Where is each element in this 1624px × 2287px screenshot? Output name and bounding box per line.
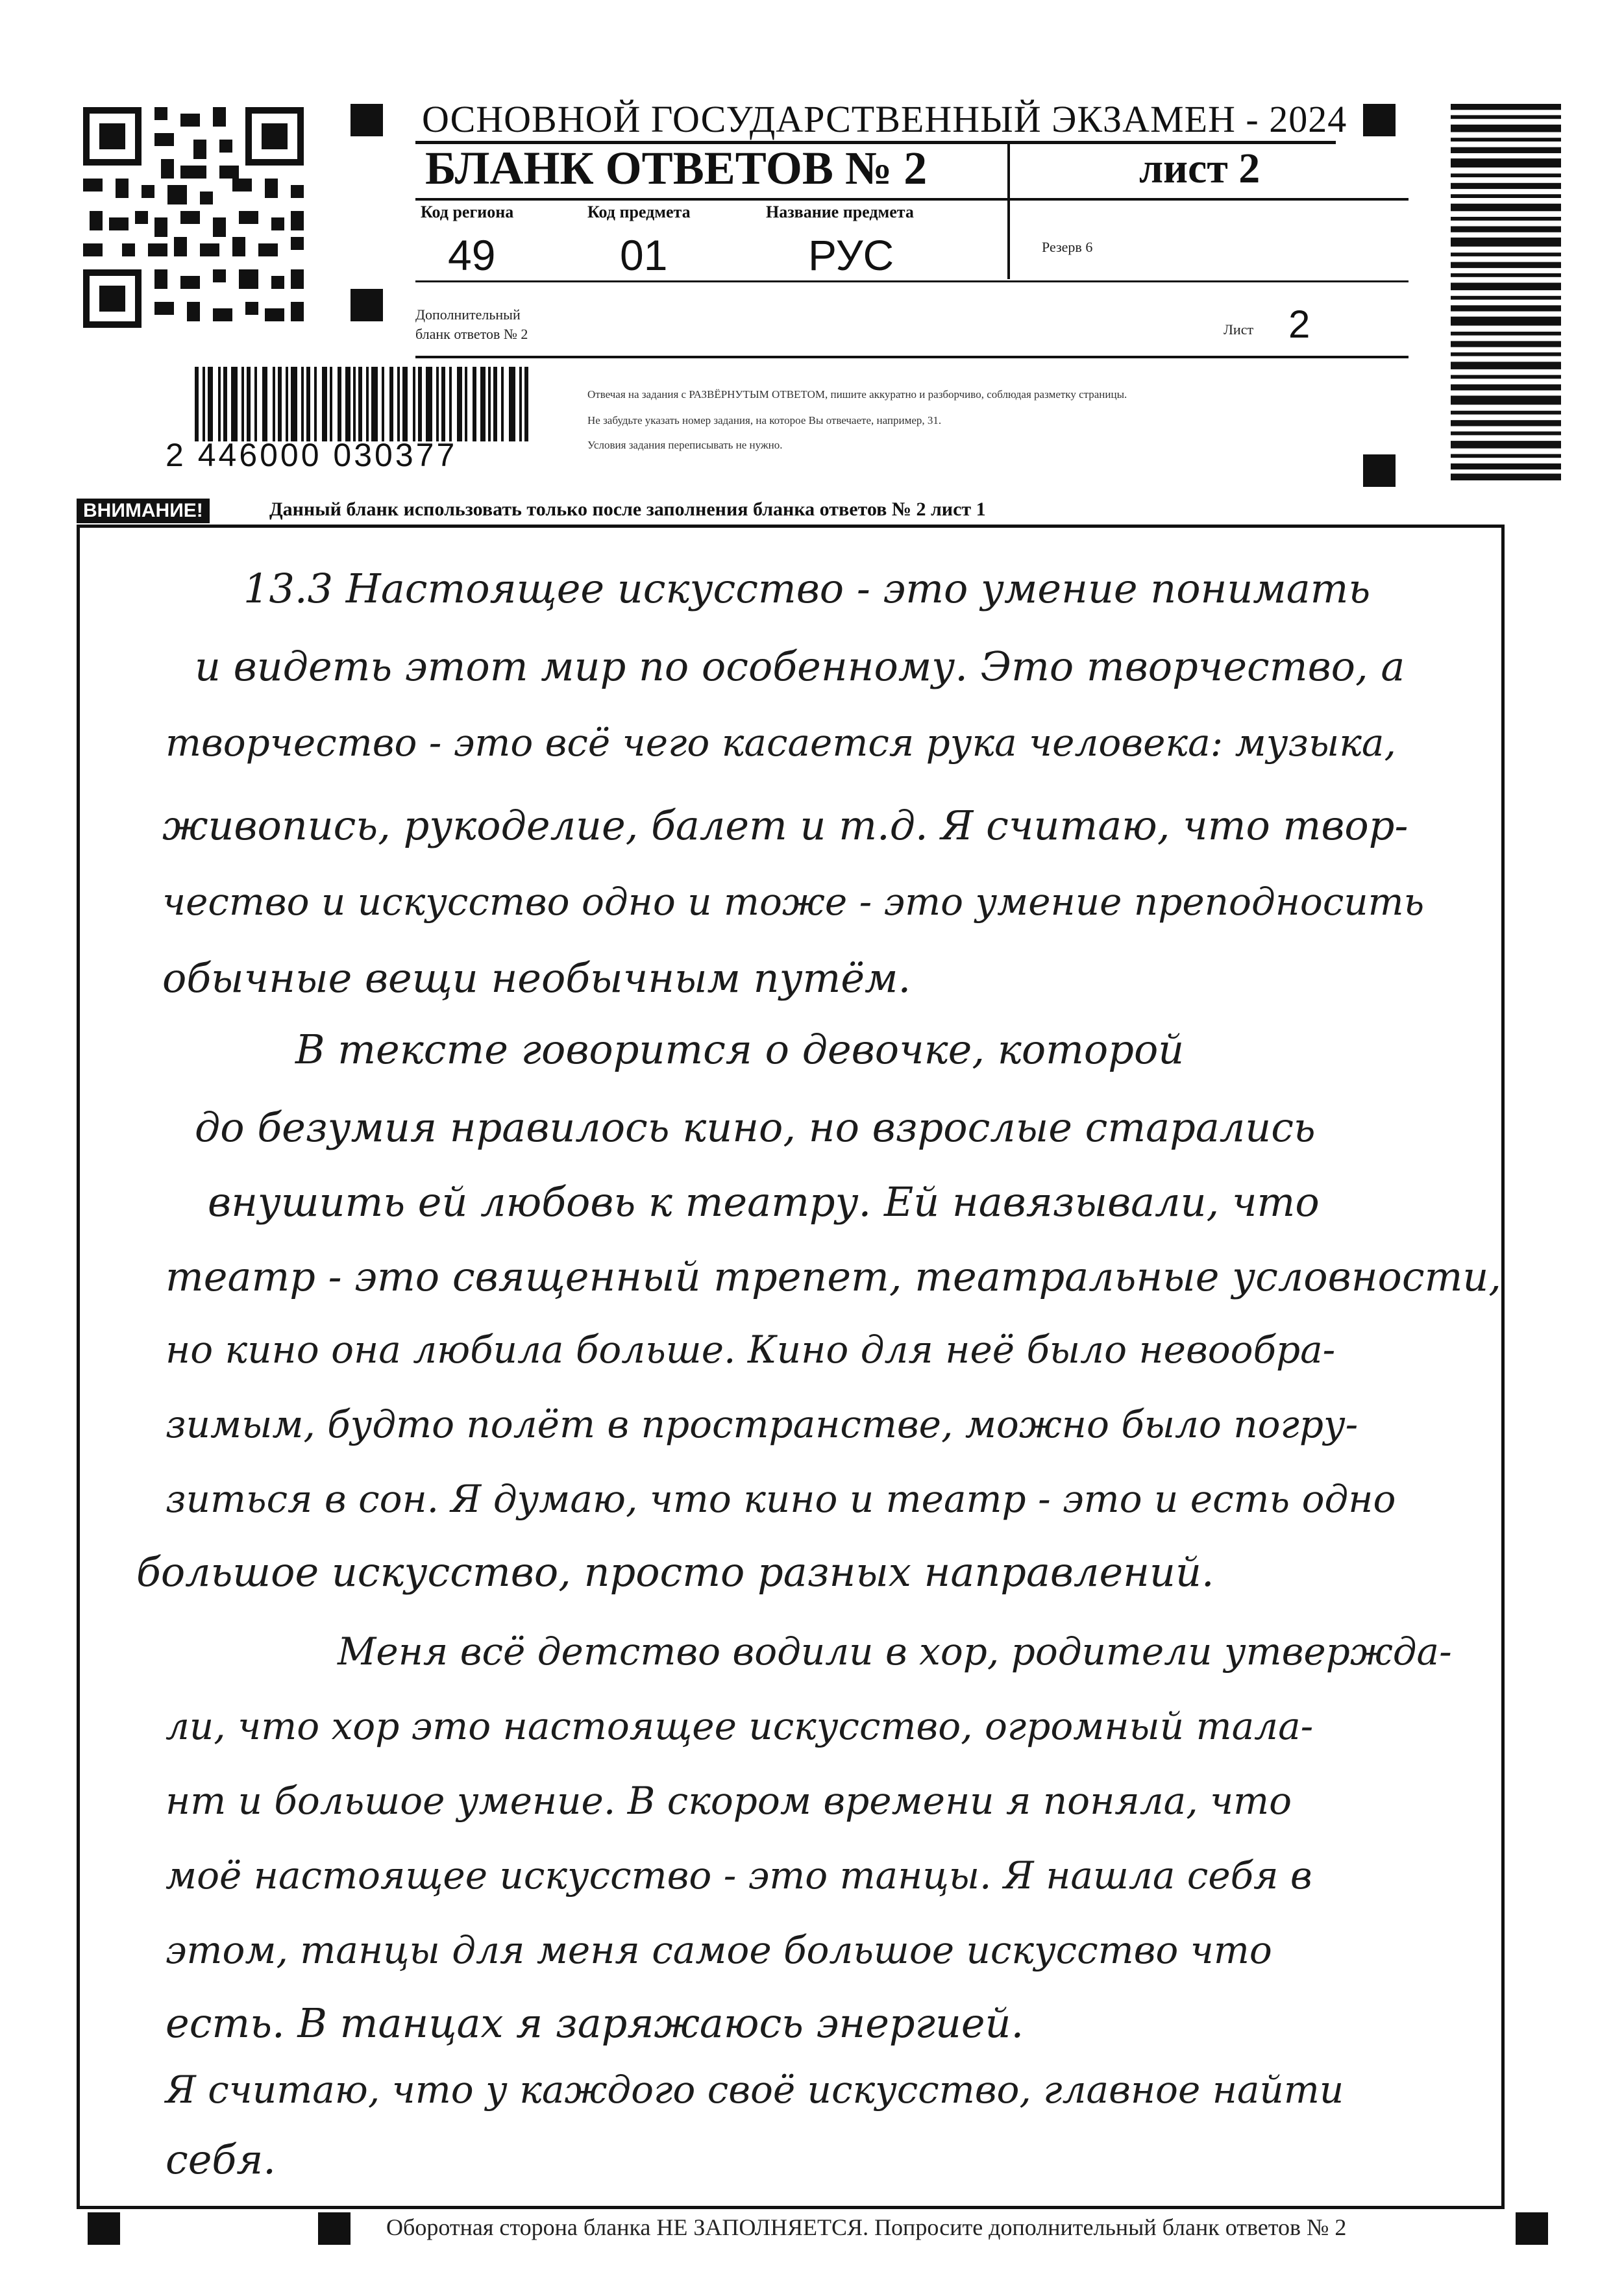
answer-line: чество и искусство одно и тоже - это умение преподносить — [162, 880, 1425, 924]
answer-line: есть. В танцах я заряжаюсь энергией. — [166, 1999, 1024, 2047]
header-horizontal-divider — [415, 198, 1409, 201]
alignment-marker-bottom-mid — [318, 2212, 351, 2245]
answer-line: В тексте говорится о девочке, которой — [295, 1026, 1185, 1073]
additional-blank-label-line2: бланк ответов № 2 — [415, 326, 528, 342]
side-barcode — [1451, 104, 1561, 480]
subject-code-label: Код предмета — [587, 203, 691, 221]
answer-line: зимым, будто полёт в пространстве, можно было погру- — [166, 1402, 1359, 1446]
attention-badge: ВНИМАНИЕ! — [77, 499, 210, 523]
fields-divider — [415, 280, 1409, 282]
subject-code-value: 01 — [620, 231, 668, 279]
alignment-marker-top-left — [351, 104, 383, 136]
region-code-value: 49 — [448, 231, 496, 279]
answer-line: большое искусство, просто разных направлений. — [136, 1548, 1214, 1596]
answer-line: живопись, рукоделие, балет и т.д. Я считаю, что твор- — [162, 802, 1409, 849]
sheet-number-value: 2 — [1288, 303, 1310, 346]
answer-line: моё настоящее искусство - это танцы. Я нашла себя в — [166, 1853, 1312, 1898]
answer-line: но кино она любила больше. Кино для неё было невообра- — [166, 1328, 1336, 1372]
answer-line: зиться в сон. Я думаю, что кино и театр - это и есть одно — [166, 1477, 1396, 1521]
additional-blank-label-line1: Дополнительный — [415, 306, 521, 323]
alignment-marker-bottom-right — [1516, 2212, 1548, 2245]
alignment-marker-mid-left — [351, 289, 383, 321]
sheet-title: лист 2 — [1139, 145, 1261, 192]
answer-line: Я считаю, что у каждого своё искусство, главное найти — [166, 2068, 1344, 2112]
qr-code — [77, 101, 310, 334]
reserve-label: Резерв 6 — [1042, 239, 1093, 255]
answer-line: себя. — [166, 2136, 277, 2183]
answer-line: ли, что хор это настоящее искусство, огромный тала- — [166, 1704, 1314, 1748]
alignment-marker-bottom-left — [88, 2212, 120, 2245]
answer-line: этом, танцы для меня самое большое искусство что — [166, 1928, 1272, 1972]
answer-line: театр - это священный трепет, театральные условности, — [166, 1253, 1502, 1300]
answer-line: и видеть этот мир по особенному. Это творчество, а — [195, 643, 1405, 690]
blank-title: БЛАНК ОТВЕТОВ № 2 — [425, 142, 928, 194]
alignment-marker-mid-right — [1363, 454, 1396, 487]
instruction-line-2: Не забудьте указать номер задания, на которое Вы отвечаете, например, 31. — [587, 414, 942, 426]
answer-line: 13.3 Настоящее искусство - это умение понимать — [243, 565, 1371, 612]
sheet-number-underline — [415, 356, 1409, 358]
barcode-number: 2 446000 030377 — [166, 437, 458, 473]
answer-line: Меня всё детство водили в хор, родители утвержда- — [338, 1629, 1452, 1674]
exam-title: ОСНОВНОЙ ГОСУДАРСТВЕННЫЙ ЭКЗАМЕН - 2024 — [422, 98, 1347, 140]
answer-line: нт и большое умение. В скором времени я поняла, что — [166, 1779, 1292, 1823]
attention-text: Данный бланк использовать только после заполнения бланка ответов № 2 лист 1 — [269, 499, 986, 520]
footer-note: Оборотная сторона бланка НЕ ЗАПОЛНЯЕТСЯ. Попросите дополнительный бланк ответов № 2 — [386, 2214, 1347, 2240]
answer-line: обычные вещи необычным путём. — [162, 954, 911, 1002]
region-code-label: Код региона — [421, 203, 514, 221]
subject-name-label: Название предмета — [766, 203, 914, 221]
instruction-line-3: Условия задания переписывать не нужно. — [587, 439, 783, 451]
barcode — [195, 367, 532, 441]
answer-line: творчество - это всё чего касается рука человека: музыка, — [166, 721, 1396, 765]
sheet-number-label: Лист — [1224, 321, 1254, 338]
subject-name-value: РУС — [808, 231, 894, 279]
answer-line: до безумия нравилось кино, но взрослые старались — [195, 1104, 1316, 1151]
answer-line: внушить ей любовь к театру. Ей навязывали, что — [208, 1178, 1320, 1226]
alignment-marker-top-right — [1363, 104, 1396, 136]
instruction-line-1: Отвечая на задания с РАЗВЁРНУТЫМ ОТВЕТОМ, пишите аккуратно и разборчиво, соблюдая разметку страницы. — [587, 388, 1127, 401]
header-vertical-divider — [1007, 143, 1010, 279]
